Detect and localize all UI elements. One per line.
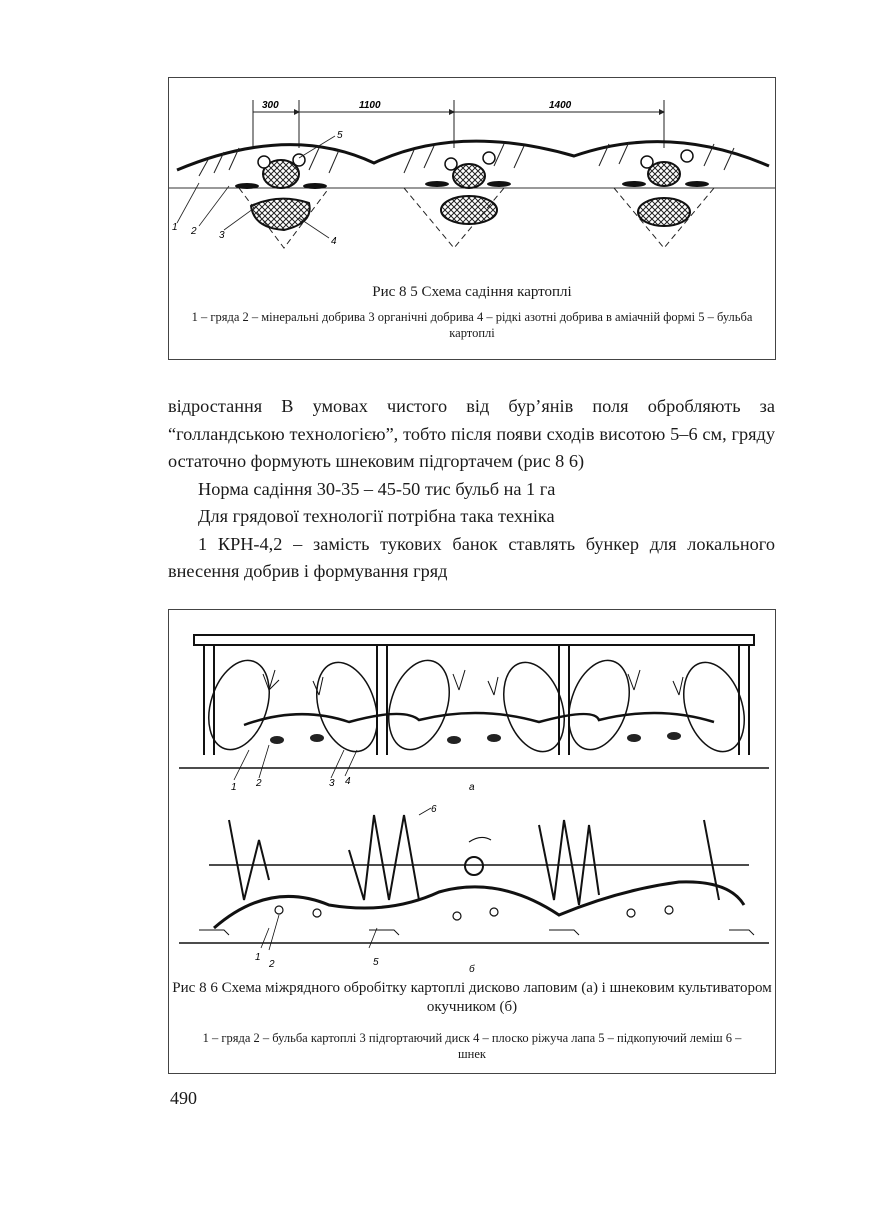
panel-a (179, 635, 769, 780)
dimension-300: 300 (262, 100, 279, 111)
callout-4: 4 (331, 236, 337, 247)
figure-8-6 (168, 609, 776, 1074)
paragraph: 1 КРН-4,2 – замість тукових банок ставлять бункер для локального внесення добрив і формування гряд (168, 533, 775, 581)
panel-a-label: а (469, 782, 475, 793)
dimension-1100: 1100 (359, 100, 381, 111)
panel-b (179, 808, 769, 950)
callout-b-1: 1 (255, 952, 261, 963)
paragraph: Для грядової технології потрібна така техніка (198, 506, 555, 526)
figure-caption-title: Рис 8 6 Схема міжрядного обробітку картоплі дисково лаповим (а) і шнековим культиватором окучником (б) (172, 980, 772, 1015)
planting-unit (404, 152, 511, 248)
callout-3: 3 (219, 230, 225, 241)
callout-1: 1 (172, 222, 178, 233)
callout-5: 5 (337, 130, 343, 141)
planting-unit (614, 150, 714, 248)
callout-b-5: 5 (373, 957, 379, 968)
callout-b-2: 2 (269, 959, 275, 970)
potato-planting-diagram (169, 78, 775, 283)
panel-b-label: б (469, 964, 475, 975)
callout-a-3: 3 (329, 778, 335, 789)
callout-a-4: 4 (345, 776, 351, 787)
cultivator-diagram (169, 610, 775, 980)
figure-caption-title: Рис 8 5 Схема садіння картоплі (372, 284, 572, 300)
figure-caption-legend: 1 – гряда 2 – мінеральні добрива 3 органічні добрива 4 – рідкі азотні добрива в аміачній формі 5 – бульба картоплі (191, 310, 753, 340)
page-number: 490 (170, 1088, 197, 1108)
callout-b-6: 6 (431, 804, 437, 815)
paragraph: Норма садіння 30-35 – 45-50 тис бульб на 1 га (198, 478, 556, 499)
dimension-1400: 1400 (549, 100, 572, 111)
callout-a-2: 2 (256, 778, 262, 789)
body-text (168, 393, 775, 586)
figure-8-5 (168, 77, 776, 360)
paragraph: відростання В умовах чистого від бур’янів поля обробляють за “голландською технологією”, тобто після появи сходів висотою 5–6 см, гряду остаточно формують шнековим підгортачем (рис 8 6) (168, 396, 775, 471)
callout-2: 2 (191, 226, 197, 237)
callout-a-1: 1 (231, 782, 237, 793)
figure-caption-legend: 1 – гряда 2 – бульба картоплі 3 підгортаючий диск 4 – плоско ріжуча лапа 5 – підкопуючий лемiш 6 – шнек (202, 1031, 742, 1061)
planting-unit (235, 154, 329, 248)
